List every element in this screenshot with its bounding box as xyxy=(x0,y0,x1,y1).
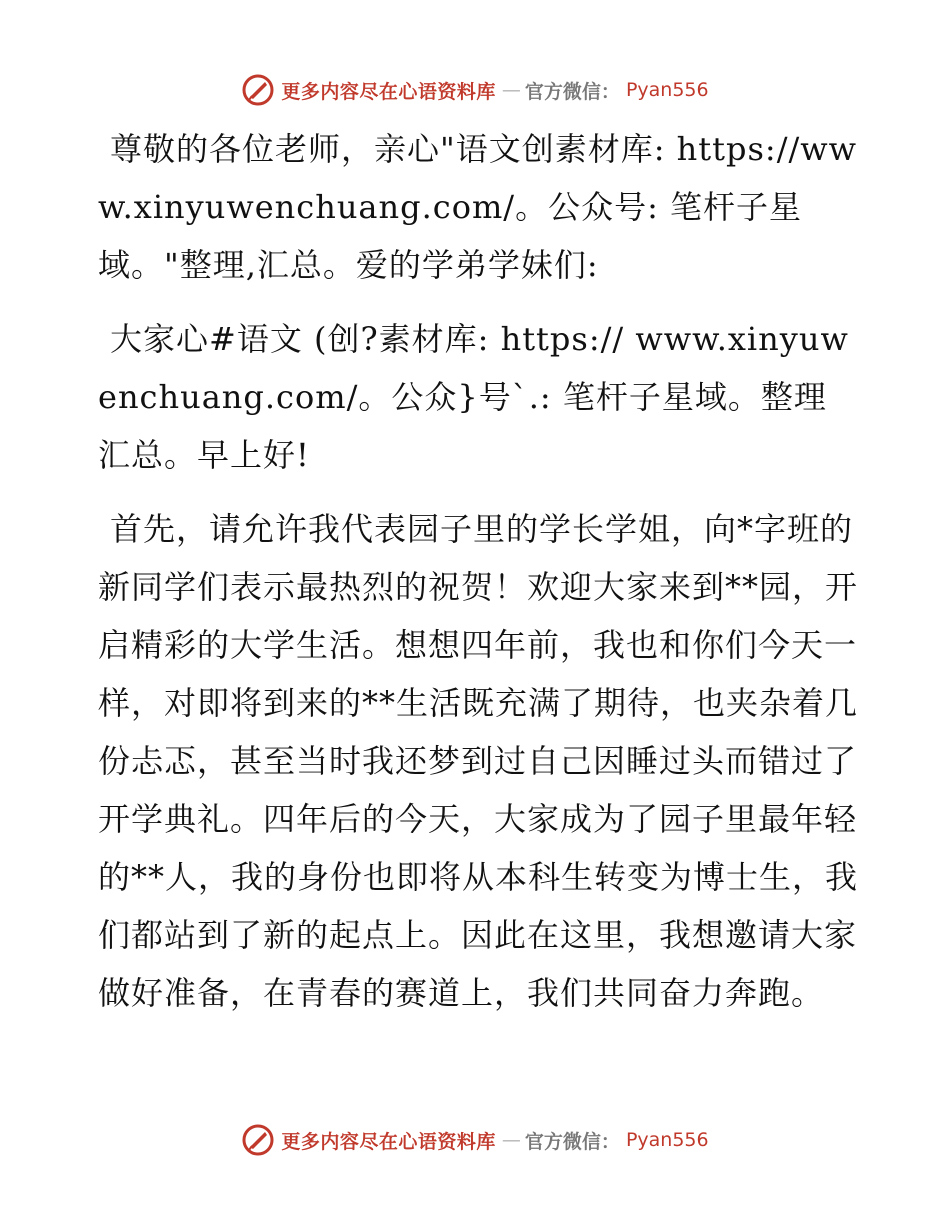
footer-separator: — xyxy=(501,1129,519,1151)
footer-banner xyxy=(0,1120,950,1160)
document-body xyxy=(98,120,858,1038)
paragraph-2: 大家心#语文 (创?素材库: https:// www.xinyuwenchuang.com/。公众}号`.: 笔杆子星域。整理汇总。早上好! xyxy=(98,320,849,474)
header-brand-text: 更多内容尽在心语资料库 xyxy=(281,80,496,103)
quill-logo-icon xyxy=(241,73,275,107)
quill-logo-icon xyxy=(241,1123,275,1157)
footer-brand-text: 更多内容尽在心语资料库 xyxy=(281,1130,496,1153)
header-wechat-id: Pyan556 xyxy=(625,79,709,101)
footer-wechat-label: 官方微信： xyxy=(524,1130,620,1153)
header-separator: — xyxy=(501,79,519,101)
paragraph-3: 首先，请允许我代表园子里的学长学姐，向*字班的新同学们表示最热烈的祝贺！欢迎大家来到**园，开启精彩的大学生活。想想四年前，我也和你们今天一样，对即将到来的**生活既充满了期待，也夹杂着几份忐忑，甚至当时我还梦到过自己因睡过头而错过了开学典礼。四年后的今天，大家成为了园子里最年轻的**人，我的身份也即将从本科生转变为博士生，我们都站到了新的起点上。因此在这里，我想邀请大家做好准备，在青春的赛道上，我们共同奋力奔跑。 xyxy=(98,510,859,1012)
footer-wechat-id: Pyan556 xyxy=(625,1129,709,1151)
paragraph-1: 尊敬的各位老师，亲心"语文创素材库: https://www.xinyuwenchuang.com/。公众号: 笔杆子星域。"整理,汇总。爱的学弟学妹们: xyxy=(98,130,858,284)
header-wechat-label: 官方微信： xyxy=(524,80,620,103)
header-banner xyxy=(0,70,950,110)
